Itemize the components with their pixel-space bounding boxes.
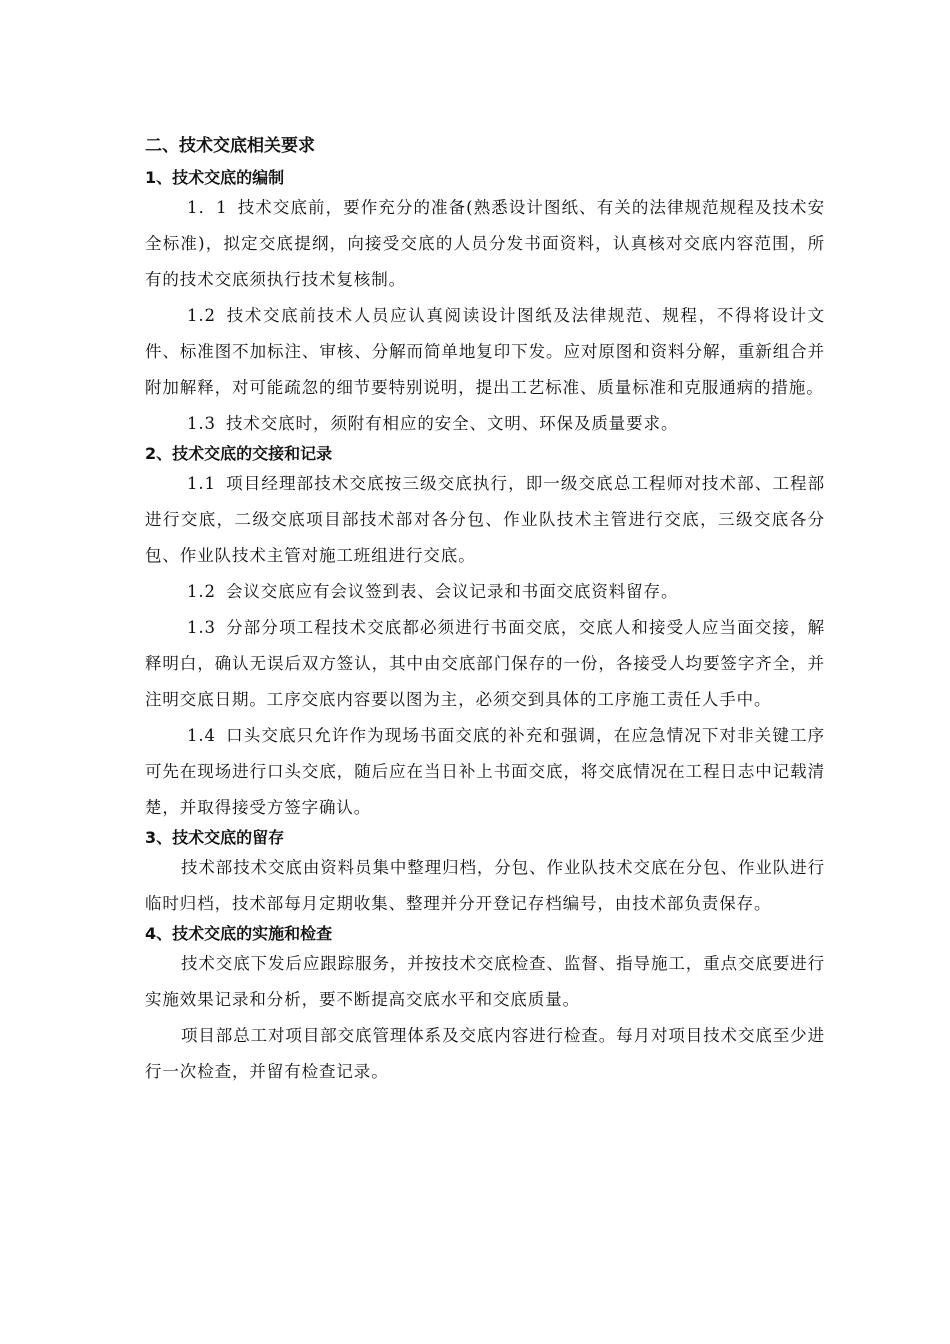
paragraph-text: 技术交底时，须附有相应的安全、文明、环保及质量要求。 [225,414,679,433]
paragraph-text: 项目经理部技术交底按三级交底执行，即一级交底总工程师对技术部、工程部进行交底，二级交底项目部技术部对各分包、作业队技术主管进行交底，三级交底各分包、作业队技术主管对施工班组进行交底。 [145,474,825,565]
section-heading-handover: 2、技术交底的交接和记录 [145,444,333,463]
paragraph-text: 口头交底只允许作为现场书面交底的补充和强调，在应急情况下对非关键工序可先在现场进行口头交底，随后应在当日补上书面交底，将交底情况在工程日志中记载清楚，并取得接受方签字确认。 [145,726,825,817]
paragraph-2-4 [145,718,825,826]
paragraph-1-2 [145,298,825,406]
paragraph-1-1 [145,190,825,298]
paragraph-number: 1.2 [187,306,216,325]
paragraph-4-2: 项目部总工对项目部交底管理体系及交底内容进行检查。每月对项目技术交底至少进行一次检查，并留有检查记录。 [145,1026,825,1081]
paragraph-number: 1.4 [187,726,216,745]
paragraph-number: 1.3 [187,618,216,637]
paragraph-text: 会议交底应有会议签到表、会议记录和书面交底资料留存。 [225,582,679,601]
paragraph-text: 技术交底前，要作充分的准备(熟悉设计图纸、有关的法律规范规程及技术安全标准)，拟定交底提纲，向接受交底的人员分发书面资料，认真核对交底内容范围，所有的技术交底须执行技术复核制。 [145,198,825,289]
section-heading-compilation: 1、技术交底的编制 [145,168,285,187]
paragraph-1-3 [145,406,825,442]
paragraph-text: 分部分项工程技术交底都必须进行书面交底，交底人和接受人应当面交接，解释明白，确认无误后双方签认，其中由交底部门保存的一份，各接受人均要签字齐全，并注明交底日期。工序交底内容要以图为主，必须交到具体的工序施工责任人手中。 [145,618,825,709]
paragraph-2-3 [145,610,825,718]
section-heading-retention: 3、技术交底的留存 [145,828,285,847]
paragraph-4-1: 技术交底下发后应跟踪服务，并按技术交底检查、监督、指导施工，重点交底要进行实施效果记录和分析，要不断提高交底水平和交底质量。 [145,954,825,1009]
document-body [145,134,825,1090]
paragraph-2-1 [145,466,825,574]
section-heading-implementation: 4、技术交底的实施和检查 [145,924,333,943]
paragraph-number: 1.1 [187,474,216,493]
page-title: 二、技术交底相关要求 [145,136,315,156]
paragraph-3-1: 技术部技术交底由资料员集中整理归档，分包、作业队技术交底在分包、作业队进行临时归档，技术部每月定期收集、整理并分开登记存档编号，由技术部负责保存。 [145,858,825,913]
paragraph-number: 1．1 [187,198,228,217]
paragraph-text: 技术交底前技术人员应认真阅读设计图纸及法律规范、规程，不得将设计文件、标准图不加标注、审核、分解而简单地复印下发。应对原图和资料分解，重新组合并附加解释，对可能疏忽的细节要特别说明，提出工艺标准、质量标准和克服通病的措施。 [145,306,825,397]
paragraph-number: 1.2 [187,582,216,601]
paragraph-number: 1.3 [187,414,216,433]
paragraph-2-2 [145,574,825,610]
